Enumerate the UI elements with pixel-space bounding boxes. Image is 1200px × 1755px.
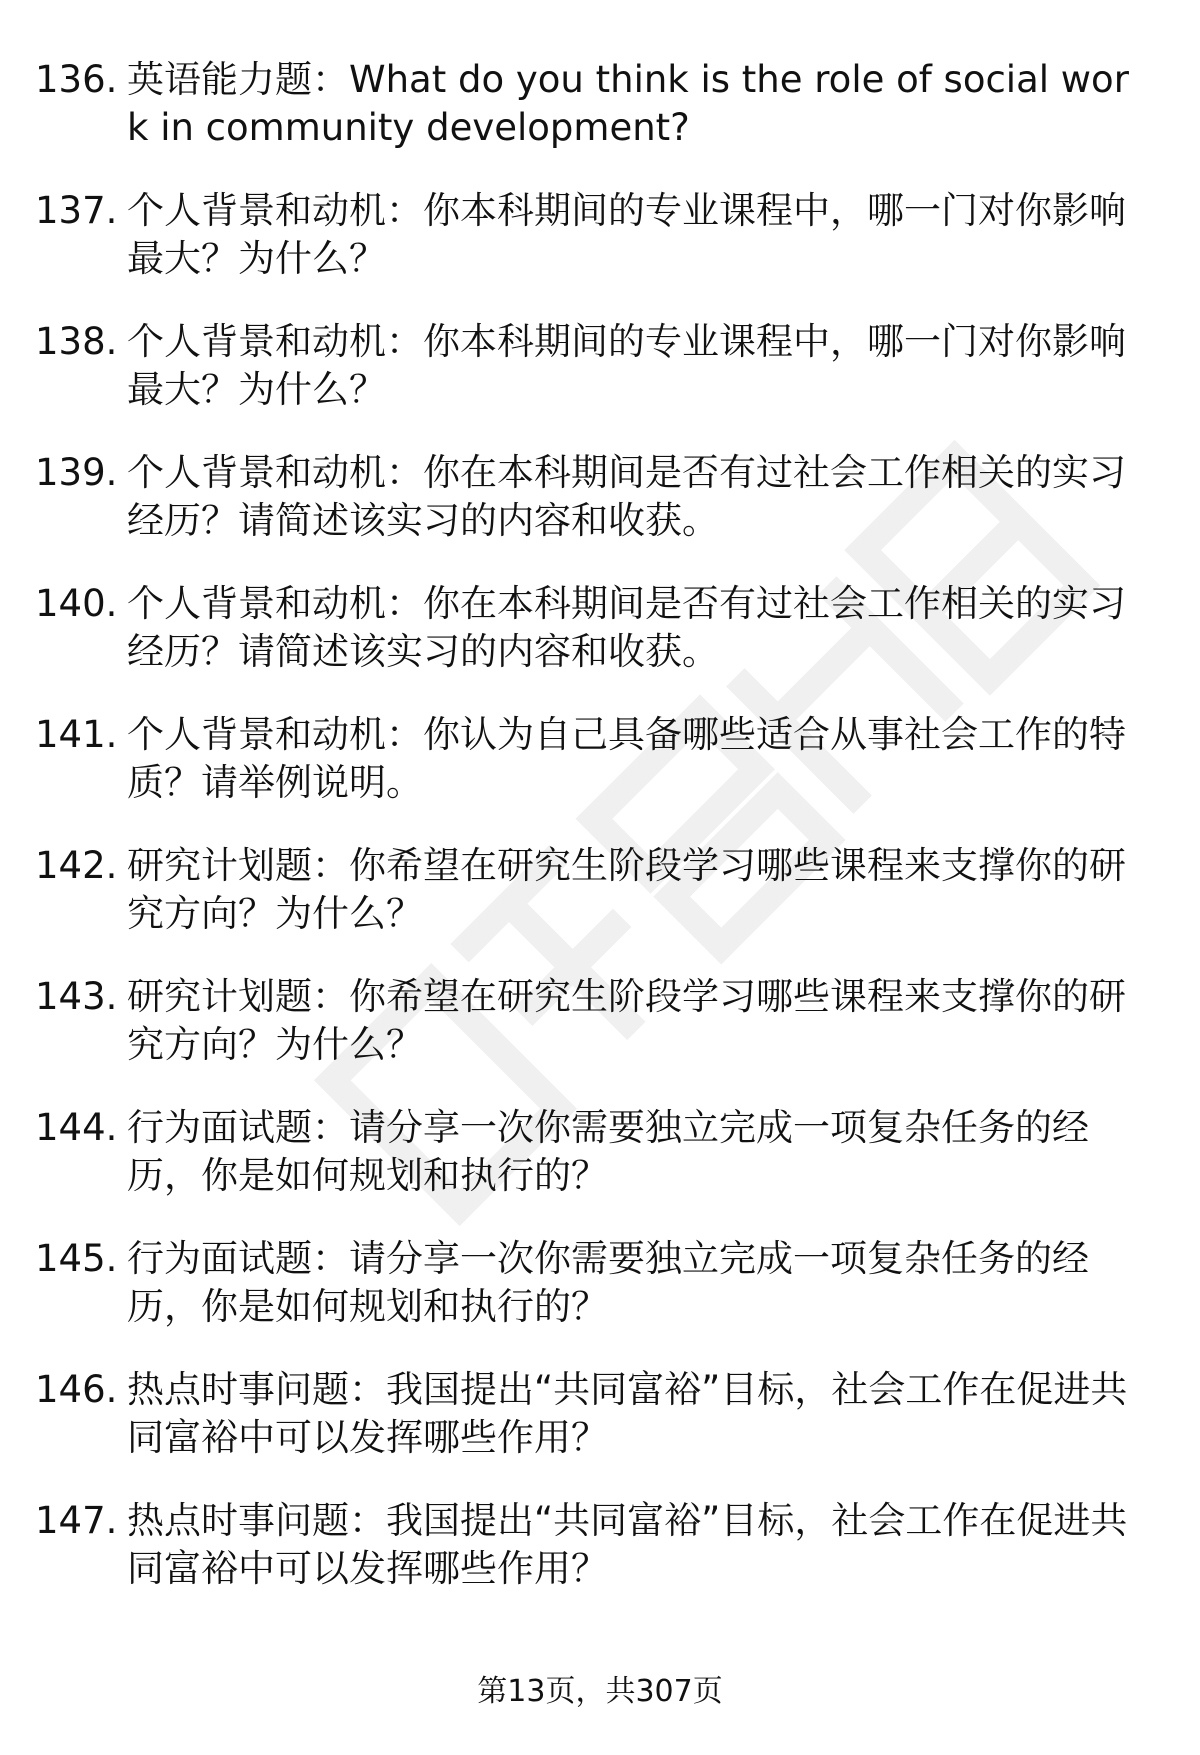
question-item bbox=[35, 1104, 1165, 1200]
question-text: 热点时事问题：我国提出“共同富裕”目标，社会工作在促进共同富裕中可以发挥哪些作用？ bbox=[127, 1368, 1128, 1459]
question-number: 143. bbox=[35, 975, 118, 1018]
question-item bbox=[35, 449, 1165, 545]
question-number: 137. bbox=[35, 189, 118, 232]
question-text: 行为面试题：请分享一次你需要独立完成一项复杂任务的经历，你是如何规划和执行的？ bbox=[127, 1237, 1089, 1328]
question-item bbox=[35, 580, 1165, 676]
question-text: 个人背景和动机：你在本科期间是否有过社会工作相关的实习经历？请简述该实习的内容和收获。 bbox=[127, 582, 1126, 673]
question-text: 研究计划题：你希望在研究生阶段学习哪些课程来支撑你的研究方向？为什么？ bbox=[127, 844, 1126, 935]
question-number: 141. bbox=[35, 713, 118, 756]
page-number: 第13页，共307页 bbox=[477, 1674, 723, 1709]
question-item bbox=[35, 711, 1165, 807]
question-item bbox=[35, 1497, 1165, 1593]
question-number: 146. bbox=[35, 1368, 118, 1411]
question-item bbox=[35, 1366, 1165, 1462]
question-item bbox=[35, 318, 1165, 414]
question-text: 个人背景和动机：你本科期间的专业课程中，哪一门对你影响最大？为什么？ bbox=[127, 320, 1126, 411]
question-number: 136. bbox=[35, 58, 118, 101]
question-item bbox=[35, 187, 1165, 283]
question-number: 142. bbox=[35, 844, 118, 887]
question-item bbox=[35, 56, 1165, 152]
question-text: 个人背景和动机：你本科期间的专业课程中，哪一门对你影响最大？为什么？ bbox=[127, 189, 1126, 280]
question-list bbox=[35, 56, 1165, 1628]
question-item bbox=[35, 973, 1165, 1069]
question-text: 行为面试题：请分享一次你需要独立完成一项复杂任务的经历，你是如何规划和执行的？ bbox=[127, 1106, 1089, 1197]
question-text: 个人背景和动机：你在本科期间是否有过社会工作相关的实习经历？请简述该实习的内容和收获。 bbox=[127, 451, 1126, 542]
question-number: 138. bbox=[35, 320, 118, 363]
question-text: 英语能力题：What do you think is the role of social work in community development? bbox=[127, 58, 1129, 149]
question-number: 139. bbox=[35, 451, 118, 494]
question-item bbox=[35, 842, 1165, 938]
question-text: 热点时事问题：我国提出“共同富裕”目标，社会工作在促进共同富裕中可以发挥哪些作用？ bbox=[127, 1499, 1128, 1590]
question-number: 144. bbox=[35, 1106, 118, 1149]
question-number: 140. bbox=[35, 582, 118, 625]
question-number: 145. bbox=[35, 1237, 118, 1280]
question-text: 个人背景和动机：你认为自己具备哪些适合从事社会工作的特质？请举例说明。 bbox=[127, 713, 1126, 804]
question-number: 147. bbox=[35, 1499, 118, 1542]
question-item bbox=[35, 1235, 1165, 1331]
question-text: 研究计划题：你希望在研究生阶段学习哪些课程来支撑你的研究方向？为什么？ bbox=[127, 975, 1126, 1066]
